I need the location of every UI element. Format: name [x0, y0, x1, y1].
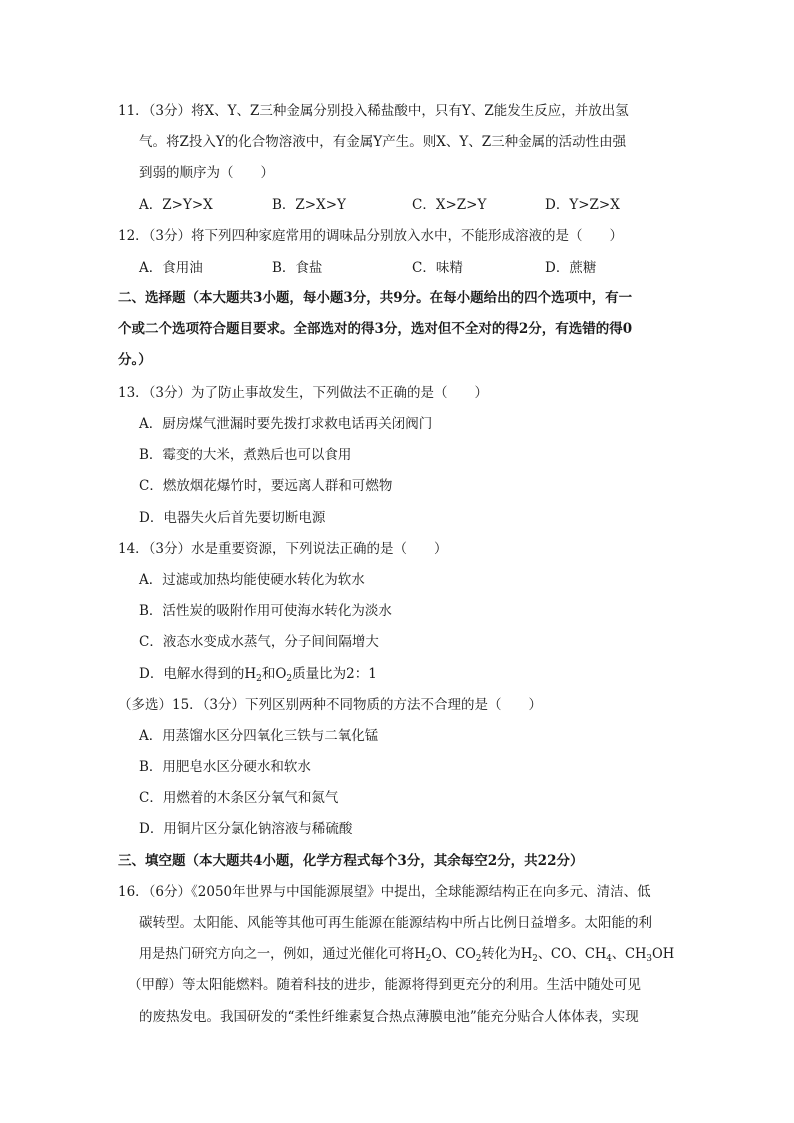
option-a: A．食用油	[139, 260, 203, 276]
section3-heading: 三、填空题（本大题共4小题，化学方程式每个3分，其余每空2分，共22分）	[118, 853, 584, 869]
option-d: D．蔗糖	[545, 260, 597, 276]
q14-option-a: A．过滤或加热均能使硬水转化为软水	[139, 572, 365, 588]
q11-line2: 气。将Z投入Y的化合物溶液中，有金属Y产生。则X、Y、Z三种金属的活动性由强	[139, 134, 627, 150]
option-a: A．Z>Y>X	[139, 197, 213, 213]
option-c: C．味精	[412, 260, 463, 276]
q13-option-d: D．电器失火后首先要切断电源	[139, 510, 326, 526]
option-d: D．Y>Z>X	[545, 197, 620, 213]
q15-option-b: B．用肥皂水区分硬水和软水	[139, 759, 311, 775]
q15-option-a: A．用蒸馏水区分四氧化三铁与二氧化锰	[139, 728, 379, 744]
q16-line4: （甲醇）等太阳能燃料。随着科技的进步，能源将得到更充分的利用。生活中随处可见	[128, 977, 641, 993]
q15-stem: （多选）15．（3分）下列区别两种不同物质的方法不合理的是（ ）	[118, 697, 543, 713]
option-b: B．Z>X>Y	[272, 197, 346, 213]
option-b: B．食盐	[272, 260, 323, 276]
section2-heading-line1: 二、选择题（本大题共3小题，每小题3分，共9分。在每小题给出的四个选项中，有一	[118, 290, 633, 306]
q13-option-b: B．霉变的大米，煮熟后也可以食用	[139, 447, 352, 463]
section2-heading-line3: 分。）	[118, 352, 152, 368]
q11-line3: 到弱的顺序为（ ）	[139, 165, 274, 181]
q14-stem: 14．（3分）水是重要资源，下列说法正确的是（ ）	[118, 541, 448, 557]
q15-option-c: C．用燃着的木条区分氧气和氮气	[139, 790, 339, 806]
q15-option-d: D．用铜片区分氯化钠溶液与稀硫酸	[139, 821, 353, 837]
q14-option-b: B．活性炭的吸附作用可使海水转化为淡水	[139, 603, 392, 619]
q16-line2: 碳转型。太阳能、风能等其他可再生能源在能源结构中所占比例日益增多。太阳能的利	[139, 915, 652, 931]
q13-stem: 13．（3分）为了防止事故发生，下列做法不正确的是（ ）	[118, 385, 489, 401]
q13-option-a: A．厨房煤气泄漏时要先拨打求救电话再关闭阀门	[139, 416, 433, 432]
q16-line3: 用是热门研究方向之一，例如，通过光催化可将$H_2O$、$CO_2$转化为$H_2$、CO、$CH_4$、$CH_3OH$	[139, 946, 675, 964]
q13-option-c: C．燃放烟花爆竹时，要远离人群和可燃物	[139, 478, 393, 494]
q14-option-d: D．电解水得到的$H_2$和$O_2$质量比为2：1	[139, 666, 377, 684]
section2-heading-line2: 个或二个选项符合题目要求。全部选对的得3分，选对但不全对的得2分，有选错的得0	[118, 321, 633, 337]
option-c: C．X>Z>Y	[412, 197, 487, 213]
q16-line1: 16．（6分）《2050年世界与中国能源展望》中提出，全球能源结构正在向多元、清洁、低	[118, 884, 651, 900]
q12-stem: 12．（3分）将下列四种家庭常用的调味品分别放入水中，不能形成溶液的是（ ）	[118, 228, 624, 244]
q11-line1: 11．（3分）将X、Y、Z三种金属分别投入稀盐酸中，只有Y、Z能发生反应，并放出氢	[118, 103, 629, 119]
q16-line5: 的废热发电。我国研发的“柔性纤维素复合热点薄膜电池”能充分贴合人体体表，实现	[139, 1009, 639, 1025]
q14-option-c: C．液态水变成水蒸气，分子间间隔增大	[139, 634, 379, 650]
